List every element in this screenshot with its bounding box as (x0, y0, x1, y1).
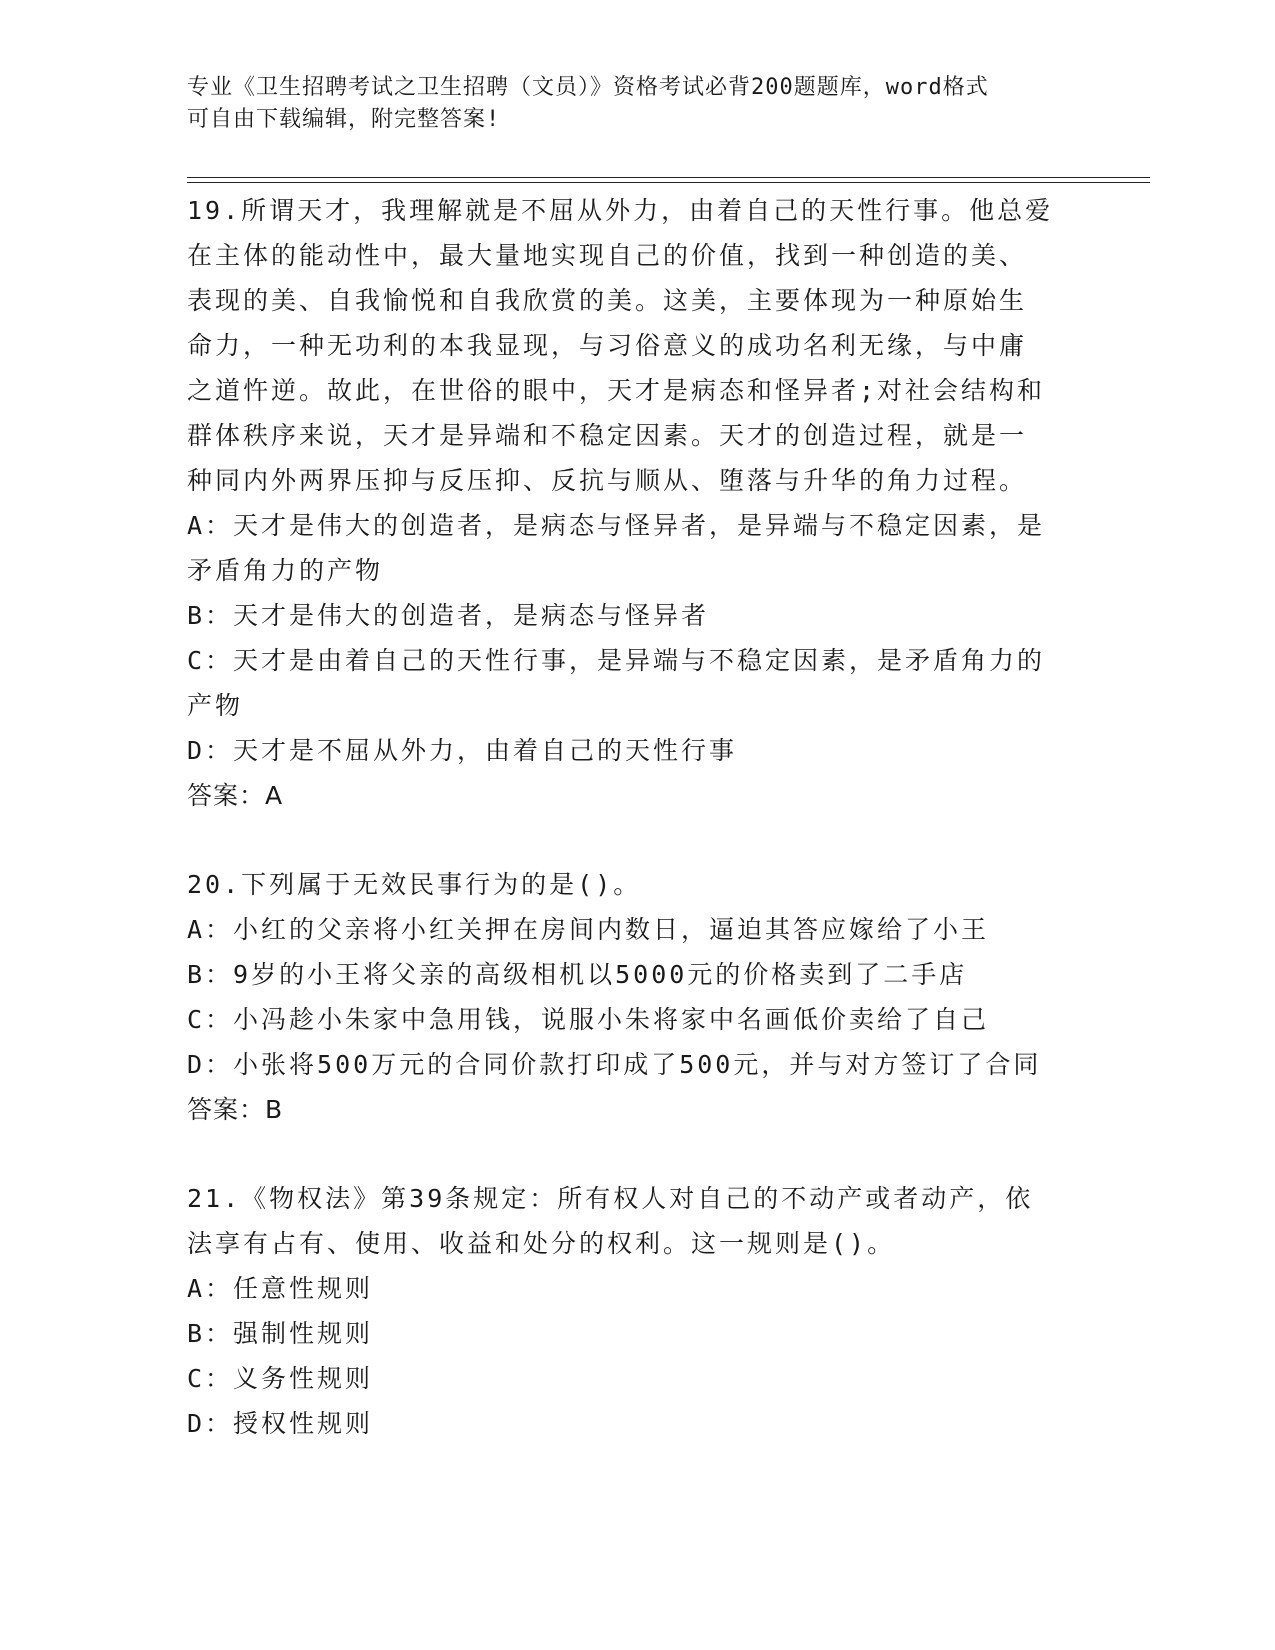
question-20-option-d: D：小张将500万元的合同价款打印成了500元，并与对方签订了合同 (187, 1050, 1042, 1079)
question-spacer (187, 818, 1087, 862)
question-19-option-a-cont: 矛盾角力的产物 (187, 556, 384, 585)
question-list (187, 188, 1087, 1446)
header-line-2: 可自由下载编辑，附完整答案! (187, 107, 501, 132)
question-21-option-b: B：强制性规则 (187, 1319, 374, 1348)
question-20-option-c: C：小冯趁小朱家中急用钱，说服小朱将家中名画低价卖给了自己 (187, 1005, 990, 1034)
question-20-option-b: B：9岁的小王将父亲的高级相机以5000元的价格卖到了二手店 (187, 960, 968, 989)
question-19-option-a: A：天才是伟大的创造者，是病态与怪异者，是异端与不稳定因素，是 (187, 511, 1046, 540)
header-line-1: 专业《卫生招聘考试之卫生招聘（文员）》资格考试必背200题题库，word格式 (187, 75, 989, 100)
question-21 (187, 1176, 1087, 1446)
question-19-option-b: B：天才是伟大的创造者，是病态与怪异者 (187, 601, 710, 630)
question-19 (187, 188, 1087, 818)
question-21-option-c: C：义务性规则 (187, 1364, 374, 1393)
question-19-stem-line: 在主体的能动性中，最大量地实现自己的价值，找到一种创造的美、 (187, 241, 1028, 270)
question-19-stem-line: 种同内外两界压抑与反压抑、反抗与顺从、堕落与升华的角力过程。 (187, 466, 1028, 495)
question-19-stem-line: 命力，一种无功利的本我显现，与习俗意义的成功名利无缘，与中庸 (187, 331, 1028, 360)
question-19-stem-line: 之道忤逆。故此，在世俗的眼中，天才是病态和怪异者;对社会结构和 (187, 376, 1046, 405)
question-21-stem-cont: 法享有占有、使用、收益和处分的权利。这一规则是()。 (187, 1229, 896, 1258)
question-21-option-d: D：授权性规则 (187, 1409, 374, 1438)
question-19-option-c-cont: 产物 (187, 691, 244, 720)
question-20-answer: 答案：B (187, 1095, 284, 1124)
header-divider-top (187, 177, 1150, 178)
question-20-option-a: A：小红的父亲将小红关押在房间内数日，逼迫其答应嫁给了小王 (187, 915, 990, 944)
question-19-option-c: C：天才是由着自己的天性行事，是异端与不稳定因素，是矛盾角力的 (187, 646, 1046, 675)
question-19-stem-line: 表现的美、自我愉悦和自我欣赏的美。这美，主要体现为一种原始生 (187, 286, 1028, 315)
question-spacer (187, 1132, 1087, 1176)
question-21-stem: 21.《物权法》第39条规定：所有权人对自己的不动产或者动产，依 (187, 1184, 1034, 1213)
question-21-option-a: A：任意性规则 (187, 1274, 374, 1303)
header-divider-bottom (187, 182, 1150, 183)
question-20 (187, 862, 1087, 1132)
question-19-stem-line: 群体秩序来说，天才是异端和不稳定因素。天才的创造过程，就是一 (187, 421, 1028, 450)
question-19-stem-line: 19.所谓天才，我理解就是不屈从外力，由着自己的天性行事。他总爱 (187, 196, 1054, 225)
question-19-answer: 答案：A (187, 781, 284, 810)
question-19-option-d: D：天才是不屈从外力，由着自己的天性行事 (187, 736, 738, 765)
question-20-stem: 20.下列属于无效民事行为的是()。 (187, 870, 642, 899)
document-header (187, 72, 1087, 136)
